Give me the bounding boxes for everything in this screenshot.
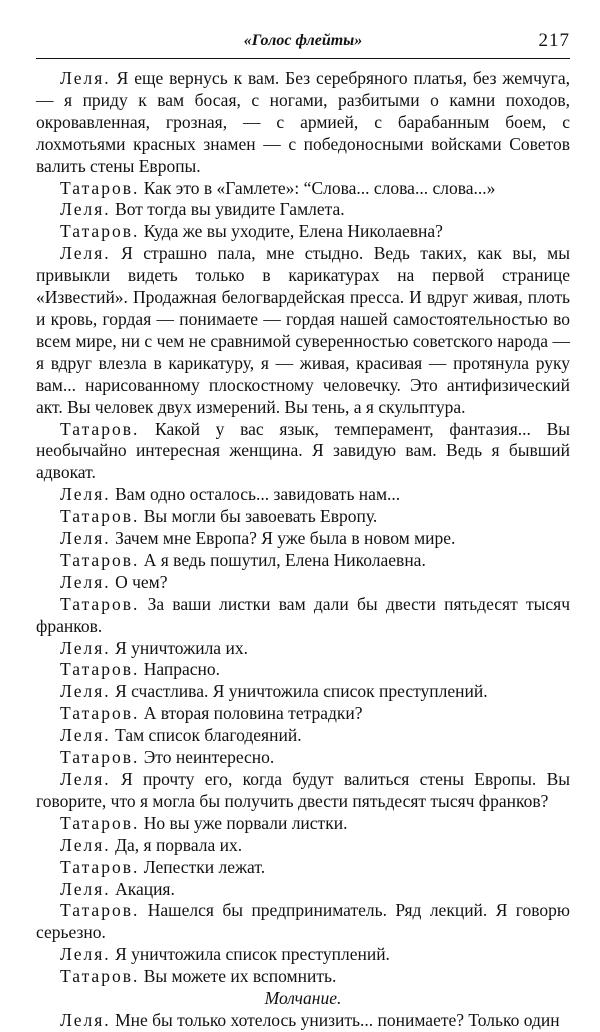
line-text: А я ведь пошутил, Елена Николаевна. <box>143 549 426 570</box>
speaker-name: Татаров. <box>60 812 140 833</box>
speaker-name: Татаров. <box>60 856 140 877</box>
dialogue-line <box>36 900 570 944</box>
dialogue-line <box>36 747 570 769</box>
line-text: Да, я порвала их. <box>115 834 243 855</box>
speaker-name: Леля. <box>60 243 111 264</box>
line-text: Вот тогда вы увидите Гамлета. <box>115 199 345 220</box>
line-text: Я уничтожила список преступлений. <box>115 944 390 965</box>
dialogue-line <box>36 572 570 594</box>
line-text: Я счастлива. Я уничтожила список преступлений. <box>115 681 488 702</box>
line-text: Зачем мне Европа? Я уже была в новом мире. <box>115 528 456 549</box>
dialogue-line <box>36 178 570 200</box>
speaker-name: Леля. <box>60 484 111 505</box>
speaker-name: Татаров. <box>60 177 140 198</box>
speaker-name: Леля. <box>60 528 111 549</box>
line-text: Вы можете их вспомнить. <box>143 966 337 987</box>
speaker-name: Леля. <box>60 681 111 702</box>
dialogue-line <box>36 835 570 857</box>
line-text: Как это в «Гамлете»: “Слова... слова... слова...» <box>143 177 496 198</box>
dialogue-line <box>36 944 570 966</box>
speaker-name: Леля. <box>60 944 111 965</box>
line-text: О чем? <box>115 571 168 592</box>
line-text: Акация. <box>115 878 175 899</box>
speaker-name: Татаров. <box>60 593 140 614</box>
line-text: Это неинтересно. <box>143 747 275 768</box>
speaker-name: Леля. <box>60 68 111 88</box>
line-text: Там список благодеяний. <box>115 725 302 746</box>
speaker-name: Леля. <box>60 199 111 220</box>
dialogue-line <box>36 966 570 988</box>
page-number: 217 <box>538 30 570 51</box>
line-text: Нашелся бы предприниматель. Ряд лекций. Я говорю серьезно. <box>36 900 571 943</box>
speaker-name: Татаров. <box>60 221 140 242</box>
running-header <box>36 30 570 59</box>
dialogue-line <box>36 419 570 485</box>
speaker-name: Леля. <box>60 878 111 899</box>
running-title: «Голос флейты» <box>243 32 363 49</box>
dialogue-line <box>36 857 570 879</box>
speaker-name: Леля. <box>60 637 111 658</box>
dialogue-line <box>36 528 570 550</box>
page-body <box>36 68 570 1032</box>
dialogue-line <box>36 550 570 572</box>
dialogue-line <box>36 659 570 681</box>
speaker-name: Татаров. <box>60 747 140 768</box>
dialogue-line <box>36 484 570 506</box>
dialogue-line <box>36 813 570 835</box>
speaker-name: Татаров. <box>60 966 140 987</box>
line-text: Вы могли бы завоевать Европу. <box>143 506 378 527</box>
speaker-name: Леля. <box>60 1009 111 1030</box>
speaker-name: Татаров. <box>60 418 140 439</box>
speaker-name: Татаров. <box>60 549 140 570</box>
line-text: Я еще вернусь к вам. Без серебряного платья, без жемчуга, — я приду к вам босая, с ногами, разбитыми о камни походов, окровавленная, грозная, — с армией, с барабанным боем, с лохмотьями красных знамен — с победоносными войсками Советов валить стены Европы. <box>36 68 570 176</box>
dialogue-line <box>36 243 570 418</box>
line-text: Лепестки лежат. <box>143 856 266 877</box>
line-text: Но вы уже порвали листки. <box>143 812 348 833</box>
stage-direction: Молчание. <box>264 988 342 1009</box>
dialogue-line <box>36 703 570 725</box>
line-text: А вторая половина тетрадки? <box>143 703 363 724</box>
line-text: За ваши листки вам дали бы двести пятьдесят тысяч франков. <box>36 593 570 636</box>
line-text: Мне бы только хотелось унизить... понимаете? Только один <box>115 1009 560 1030</box>
line-text: Куда же вы уходите, Елена Николаевна? <box>143 221 443 242</box>
line-text: Я уничтожила их. <box>115 637 248 658</box>
dialogue-line <box>36 681 570 703</box>
speaker-name: Леля. <box>60 834 111 855</box>
dialogue-line <box>36 1010 570 1032</box>
speaker-name: Леля. <box>60 725 111 746</box>
speaker-name: Леля. <box>60 571 111 592</box>
line-text: Вам одно осталось... завидовать нам... <box>115 484 401 505</box>
dialogue-line <box>36 68 570 178</box>
line-text: Я прочту его, когда будут валиться стены Европы. Вы говорите, что я могла бы получить двести пятьдесят тысяч франков? <box>36 769 570 811</box>
dialogue-line <box>36 594 570 638</box>
speaker-name: Татаров. <box>60 506 140 527</box>
line-text: Я страшно пала, мне стыдно. Ведь таких, как вы, мы привыкли видеть только в карикатурах на первой странице «Известий». Продажная белогвардейская пресса. И вдруг живая, плоть и кровь, гордая — понимаете — гордая нашей самостоятельностью во всем мире, ни с чем не сравнимой суверенностью советского народа — я вдруг влезла в карикатуру, я — живая, красивая — протянула руку вам... нарисованному плоскостному человечку. Это антифизический акт. Вы человек двух измерений. Вы тень, а я скульптура. <box>36 243 570 417</box>
dialogue-line <box>36 199 570 221</box>
line-text: Какой у вас язык, темперамент, фантазия... Вы необычайно интересная женщина. Я завидую вам. Ведь я бывший адвокат. <box>36 418 571 483</box>
dialogue-line <box>36 506 570 528</box>
speaker-name: Татаров. <box>60 900 140 921</box>
speaker-name: Леля. <box>60 769 111 789</box>
dialogue-line <box>36 879 570 901</box>
dialogue-line <box>36 769 570 813</box>
speaker-name: Татаров. <box>60 703 140 724</box>
line-text: Напрасно. <box>143 659 221 680</box>
dialogue-line <box>36 725 570 747</box>
dialogue-line <box>36 221 570 243</box>
dialogue-line <box>36 638 570 660</box>
speaker-name: Татаров. <box>60 659 140 680</box>
